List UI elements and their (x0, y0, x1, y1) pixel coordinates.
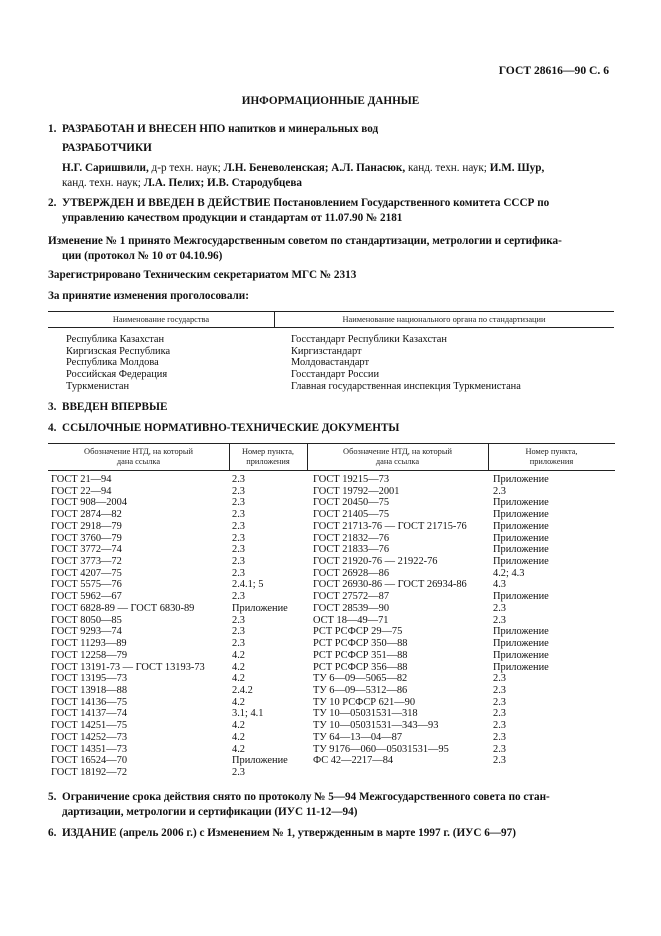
header-line: дана ссылка (375, 457, 420, 466)
amendment-line-1: Изменение № 1 принято Межгосударственным советом по стандартизации, метрологии и сертифика- (48, 235, 562, 247)
ref-doc-designation: ГОСТ 2918—79 (51, 520, 122, 532)
left-item-column (232, 474, 288, 779)
ref-doc-designation: ТУ 10—05031531—343—93 (313, 720, 439, 732)
ref-doc-designation: ГОСТ 16524—70 (51, 755, 128, 767)
ref-item-number: 2.3 (493, 485, 506, 497)
ref-doc-designation: ГОСТ 19792—2001 (313, 485, 400, 497)
developers-label: РАЗРАБОТЧИКИ (62, 142, 152, 154)
section-6-text: ИЗДАНИЕ (апрель 2006 г.) с Изменением № 1, утвержденным в марте 1997 г. (ИУС 6—97) (62, 827, 516, 839)
ref-doc-designation: ГОСТ 28539—90 (313, 602, 390, 614)
ref-doc-designation: ТУ 10—05031531—318 (313, 708, 418, 720)
states-list (66, 334, 170, 393)
ref-item-number: Приложение (493, 532, 549, 544)
page-header: ГОСТ 28616—90 С. 6 (498, 64, 609, 77)
developer-degree: канд. техн. наук; (62, 177, 144, 189)
section-2-number: 2. (48, 197, 57, 209)
ref-doc-designation: ГОСТ 908—2004 (51, 497, 128, 509)
header-line: Обозначение НТД, на который (84, 447, 193, 456)
left-doc-column (51, 474, 205, 779)
ref-doc-designation: ГОСТ 5575—76 (51, 579, 122, 591)
section-3-number: 3. (48, 401, 57, 413)
ref-doc-designation: ГОСТ 21833—76 (313, 544, 390, 556)
ref-doc-designation: ГОСТ 20450—75 (313, 497, 390, 509)
ref-item-number: Приложение (493, 509, 549, 521)
body-name: Госстандарт Республики Казахстан (291, 334, 447, 345)
ref-doc-designation: РСТ РСФСР 350—88 (313, 638, 408, 650)
ref-doc-designation: ГОСТ 13191-73 — ГОСТ 13193-73 (51, 661, 205, 673)
ref-item-header (229, 447, 307, 467)
ref-item-number: Приложение (493, 520, 549, 532)
ref-item-number: 2.3 (493, 755, 506, 767)
ref-item-number: 2.3 (493, 614, 506, 626)
ref-doc-designation: ГОСТ 3760—79 (51, 532, 122, 544)
ref-doc-designation: ГОСТ 21713-76 — ГОСТ 21715-76 (313, 520, 467, 532)
table-rule (48, 470, 615, 471)
ref-item-number: 2.3 (232, 474, 245, 485)
ref-item-number: Приложение (493, 661, 549, 673)
ref-item-number: 2.3 (493, 684, 506, 696)
ref-item-number: 2.3 (232, 509, 245, 521)
section-4-text: ССЫЛОЧНЫЕ НОРМАТИВНО-ТЕХНИЧЕСКИЕ ДОКУМЕНТЫ (62, 422, 400, 434)
ref-doc-header (307, 447, 488, 467)
ref-item-number: Приложение (493, 544, 549, 556)
body-name: Госстандарт России (291, 369, 380, 381)
ref-doc-designation: ГОСТ 14252—73 (51, 731, 128, 743)
ref-item-number: 4.2 (232, 661, 245, 673)
ref-doc-designation: ГОСТ 4207—75 (51, 567, 122, 579)
ref-doc-designation: ГОСТ 21920-76 — 21922-76 (313, 556, 438, 568)
ref-item-number: Приложение (232, 755, 288, 767)
ref-item-number: 2.3 (493, 696, 506, 708)
state-name: Республика Молдова (66, 357, 159, 369)
ref-doc-designation: ГОСТ 3772—74 (51, 544, 122, 556)
table-rule (48, 311, 614, 312)
ref-item-number: Приложение (493, 626, 549, 638)
header-line: Номер пункта, (525, 447, 578, 456)
ref-doc-designation: ГОСТ 13195—73 (51, 673, 128, 685)
ref-item-number: 2.3 (232, 626, 245, 638)
ref-item-number: 2.4.1; 5 (232, 579, 264, 591)
header-line: Обозначение НТД, на который (343, 447, 452, 456)
ref-doc-designation: ГОСТ 14137—74 (51, 708, 128, 720)
ref-doc-designation: ГОСТ 14351—73 (51, 743, 128, 755)
ref-item-number: 2.3 (493, 673, 506, 685)
developer-name: Н.Г. Саришвили, (62, 162, 149, 174)
section-4-number: 4. (48, 422, 57, 434)
ref-doc-designation: ГОСТ 6828-89 — ГОСТ 6830-89 (51, 602, 195, 614)
ref-doc-designation: ГОСТ 5962—67 (51, 591, 122, 603)
header-line: приложения (529, 457, 574, 466)
ref-doc-designation: РСТ РСФСР 29—75 (313, 626, 403, 638)
ref-item-number: Приложение (493, 474, 549, 485)
amendment-line-2: ции (протокол № 10 от 04.10.96) (62, 250, 223, 262)
ref-doc-designation: РСТ РСФСР 356—88 (313, 661, 408, 673)
ref-doc-designation: ГОСТ 11293—89 (51, 638, 127, 650)
ref-item-number: 2.3 (232, 591, 245, 603)
ref-doc-designation: ГОСТ 14136—75 (51, 696, 128, 708)
ref-doc-designation: ГОСТ 14251—75 (51, 720, 128, 732)
section-2-line-2: управлению качеством продукции и стандартам от 11.07.90 № 2181 (62, 212, 403, 224)
bodies-list (291, 334, 521, 393)
ref-item-number: 2.3 (493, 708, 506, 720)
ref-item-number: 2.3 (232, 614, 245, 626)
ref-item-number: 2.3 (232, 485, 245, 497)
section-5-line-1: Ограничение срока действия снято по протоколу № 5—94 Межгосударственного совета по стан- (62, 791, 550, 803)
ref-doc-designation: ГОСТ 18192—72 (51, 766, 128, 778)
ref-item-number: 4.2 (232, 696, 245, 708)
ref-doc-designation: ТУ 6—09—5065—82 (313, 673, 408, 685)
section-5-line-2: дартизации, метрологии и сертификации (ИУС 11-12—94) (62, 806, 358, 818)
ref-item-number: 4.2 (232, 673, 245, 685)
ref-doc-designation: ГОСТ 13918—88 (51, 684, 128, 696)
ref-doc-designation: ГОСТ 9293—74 (51, 626, 122, 638)
ref-item-number: 2.3 (232, 544, 245, 556)
ref-doc-designation: ГОСТ 26930-86 — ГОСТ 26934-86 (313, 579, 467, 591)
right-item-column (493, 474, 549, 767)
body-name: Киргизстандарт (291, 345, 362, 357)
ref-doc-designation: ГОСТ 22—94 (51, 485, 112, 497)
section-6-number: 6. (48, 827, 57, 839)
developer-degree: канд. техн. наук; (405, 162, 490, 174)
ref-doc-designation: ГОСТ 2874—82 (51, 509, 122, 521)
ref-doc-designation: ОСТ 18—49—71 (313, 614, 389, 626)
ref-item-number: 4.2 (232, 743, 245, 755)
ref-doc-designation: ГОСТ 3773—72 (51, 556, 122, 568)
ref-doc-designation: ГОСТ 12258—79 (51, 649, 128, 661)
developers-line-1 (62, 162, 544, 175)
ref-item-number: 2.3 (232, 532, 245, 544)
ref-item-number: Приложение (493, 591, 549, 603)
ref-item-number: 2.3 (232, 567, 245, 579)
developer-degree: д-р техн. наук; (148, 162, 224, 174)
state-name: Киргизская Республика (66, 345, 171, 357)
section-2-line-1: УТВЕРЖДЕН И ВВЕДЕН В ДЕЙСТВИЕ Постановлением Государственного комитета СССР по (62, 197, 550, 209)
state-name: Республика Казахстан (66, 334, 165, 345)
ref-item-number: 4.2 (232, 731, 245, 743)
ref-item-number: 2.3 (232, 520, 245, 532)
ref-doc-designation: ГОСТ 19215—73 (313, 474, 390, 485)
ref-doc-designation: ТУ 64—13—04—87 (313, 731, 403, 743)
ref-doc-designation: ТУ 9176—060—05031531—95 (313, 743, 449, 755)
ref-doc-designation: ФС 42—2217—84 (313, 755, 394, 767)
ref-item-number: 2.3 (493, 731, 506, 743)
ref-item-number: 2.3 (232, 556, 245, 568)
state-name: Российская Федерация (66, 369, 168, 381)
states-col-header: Наименование государства (112, 315, 210, 324)
header-line: приложения (246, 457, 290, 466)
ref-doc-designation: ГОСТ 8050—85 (51, 614, 122, 626)
body-name: Главная государственная инспекция Туркменистана (291, 380, 521, 392)
ref-doc-designation: ГОСТ 26928—86 (313, 567, 390, 579)
ref-item-number: 2.3 (232, 766, 245, 778)
ref-item-number: 4.2; 4.3 (493, 567, 525, 579)
developer-name: И.М. Шур, (489, 162, 545, 174)
ref-item-number: 2.4.2 (232, 684, 253, 696)
state-name: Туркменистан (66, 380, 130, 392)
section-1-text: РАЗРАБОТАН И ВНЕСЕН НПО напитков и минеральных вод (62, 123, 379, 135)
body-name: Молдовастандарт (291, 357, 370, 369)
right-doc-column (313, 474, 467, 767)
ref-item-number: Приложение (493, 649, 549, 661)
ref-item-number: 2.3 (493, 602, 506, 614)
ref-doc-header (48, 447, 229, 467)
page-title: ИНФОРМАЦИОННЫЕ ДАННЫЕ (241, 95, 420, 107)
table-rule (48, 327, 614, 328)
ref-doc-designation: ТУ 6—09—5312—86 (313, 684, 408, 696)
section-3-text: ВВЕДЕН ВПЕРВЫЕ (62, 401, 168, 413)
ref-item-number: Приложение (493, 638, 549, 650)
ref-item-number: 2.3 (493, 720, 506, 732)
registered-text: Зарегистрировано Техническим секретариатом МГС № 2313 (48, 269, 357, 281)
ref-item-number: 2.3 (493, 743, 506, 755)
ref-item-header (488, 447, 615, 467)
developer-name: Л.Н. Беневоленская; А.Л. Панасюк, (223, 162, 406, 174)
table-rule (48, 443, 615, 444)
ref-item-number: 4.2 (232, 720, 245, 732)
ref-item-number: Приложение (232, 602, 288, 614)
header-line: Номер пункта, (241, 447, 295, 456)
ref-item-number: 3.1; 4.1 (232, 708, 264, 720)
ref-item-number: 4.3 (493, 579, 506, 591)
ref-item-number: 4.2 (232, 649, 245, 661)
ref-doc-designation: ГОСТ 27572—87 (313, 591, 390, 603)
ref-item-number: Приложение (493, 497, 549, 509)
ref-item-number: Приложение (493, 556, 549, 568)
ref-doc-designation: РСТ РСФСР 351—88 (313, 649, 408, 661)
ref-doc-designation: ГОСТ 21—94 (51, 474, 112, 485)
developer-name: Л.А. Пелих; И.В. Стародубцева (143, 177, 302, 189)
header-line: дана ссылка (116, 457, 161, 466)
ref-item-number: 2.3 (232, 497, 245, 509)
ref-doc-designation: ТУ 10 РСФСР 621—90 (313, 696, 416, 708)
developers-line-2 (62, 177, 302, 190)
section-1-number: 1. (48, 123, 57, 135)
ref-doc-designation: ГОСТ 21405—75 (313, 509, 390, 521)
section-5-number: 5. (48, 791, 57, 803)
voted-label: За принятие изменения проголосовали: (48, 290, 249, 302)
ref-doc-designation: ГОСТ 21832—76 (313, 532, 390, 544)
bodies-col-header: Наименование национального органа по стандартизации (342, 315, 546, 324)
ref-item-number: 2.3 (232, 638, 245, 650)
